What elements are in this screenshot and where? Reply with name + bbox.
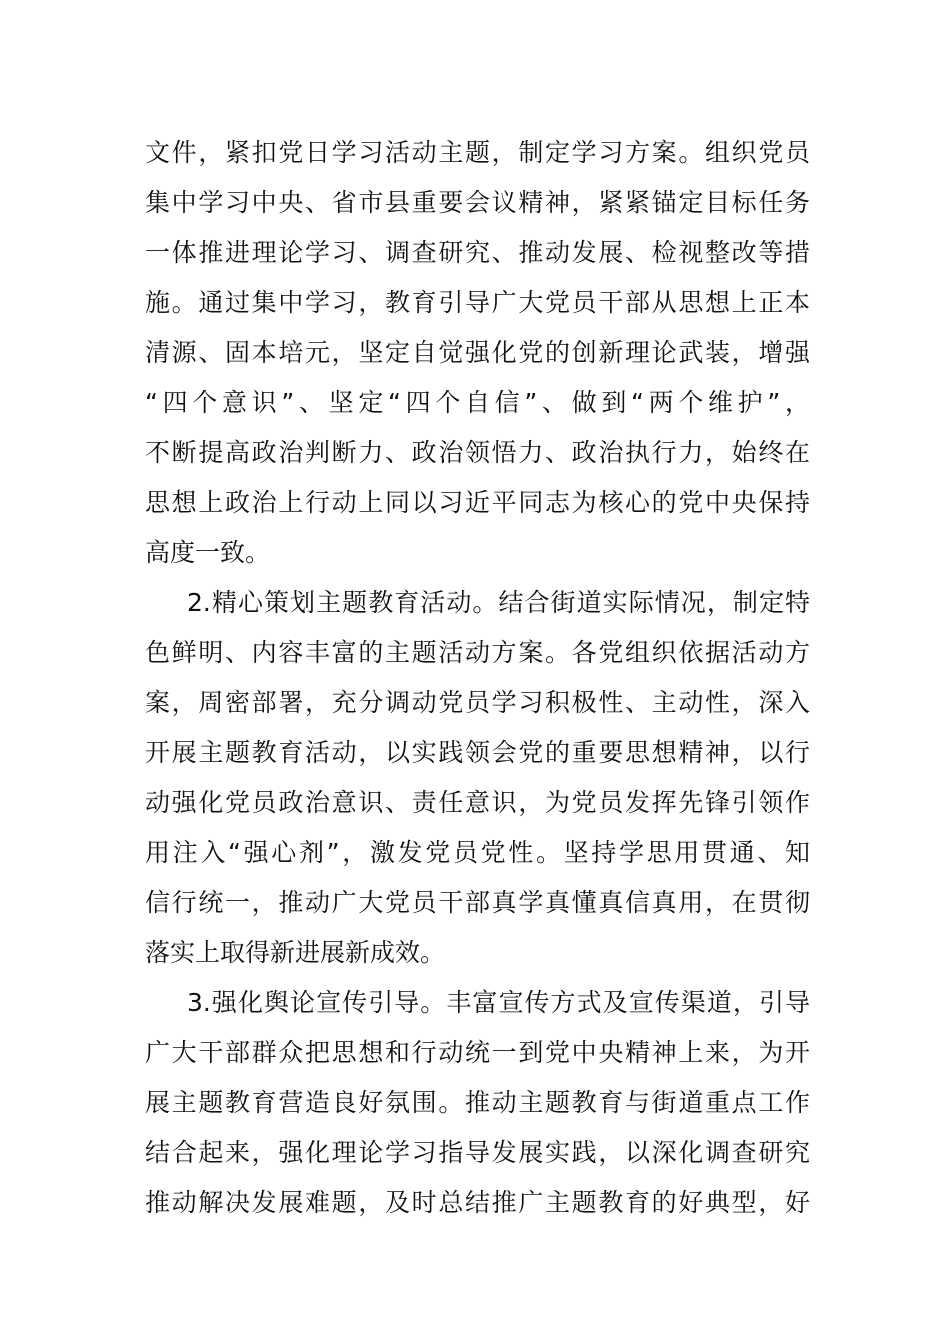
text-line: 文件，紧扣党日学习活动主题，制定学习方案。组织党员 <box>145 138 810 167</box>
text-line: 用注入“强心剂”，激发党员党性。坚持学思用贯通、知 <box>145 838 810 867</box>
text-line: 高度一致。 <box>145 538 271 567</box>
text-line: 施。通过集中学习，教育引导广大党员干部从思想上正本 <box>145 288 810 317</box>
text-line: 信行统一，推动广大党员干部真学真懂真信真用，在贯彻 <box>145 888 810 917</box>
text-line: 3.强化舆论宣传引导。丰富宣传方式及宣传渠道，引导 <box>187 988 810 1017</box>
text-line: 集中学习中央、省市县重要会议精神，紧紧锚定目标任务 <box>145 188 810 217</box>
text-line: 展主题教育营造良好氛围。推动主题教育与街道重点工作 <box>145 1088 810 1117</box>
text-line: 结合起来，强化理论学习指导发展实践，以深化调查研究 <box>145 1138 810 1167</box>
text-line: 推动解决发展难题，及时总结推广主题教育的好典型，好 <box>145 1188 810 1217</box>
text-line: 一体推进理论学习、调查研究、推动发展、检视整改等措 <box>145 238 810 267</box>
text-line: 清源、固本培元，坚定自觉强化党的创新理论武装，增强 <box>145 338 810 367</box>
text-line: 不断提高政治判断力、政治领悟力、政治执行力，始终在 <box>145 438 810 467</box>
text-line: 动强化党员政治意识、责任意识，为党员发挥先锋引领作 <box>145 788 810 817</box>
text-line: 色鲜明、内容丰富的主题活动方案。各党组织依据活动方 <box>145 638 810 667</box>
text-line: 落实上取得新进展新成效。 <box>145 938 446 967</box>
text-line: “四个意识”、坚定“四个自信”、做到“两个维护”， <box>145 388 810 417</box>
text-line: 案，周密部署，充分调动党员学习积极性、主动性，深入 <box>145 688 810 717</box>
text-line: 广大干部群众把思想和行动统一到党中央精神上来，为开 <box>145 1038 810 1067</box>
text-line: 思想上政治上行动上同以习近平同志为核心的党中央保持 <box>145 488 810 517</box>
text-line: 开展主题教育活动，以实践领会党的重要思想精神，以行 <box>145 738 810 767</box>
text-line: 2.精心策划主题教育活动。结合街道实际情况，制定特 <box>187 588 810 617</box>
